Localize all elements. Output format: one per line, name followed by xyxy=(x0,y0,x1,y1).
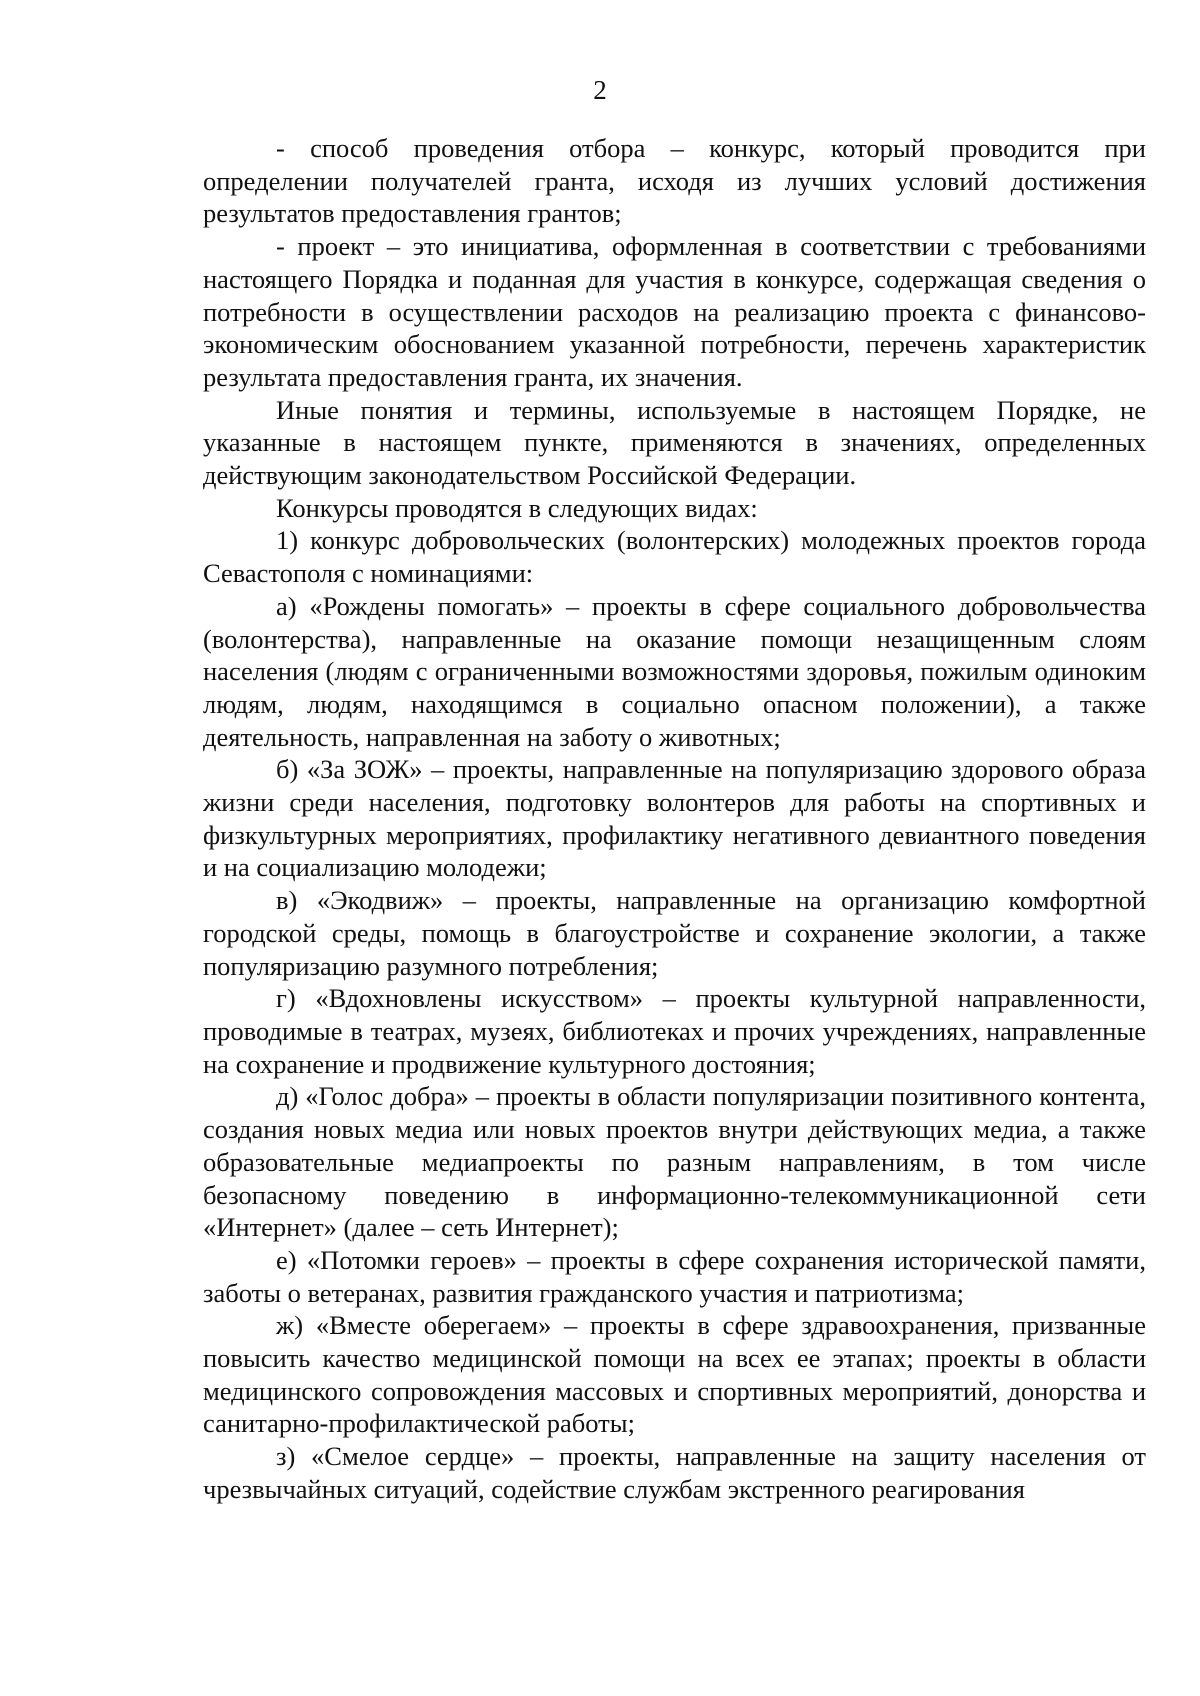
paragraph-volunteer-contest: 1) конкурс добровольческих (волонтерских) молодежных проектов города Севастополя с номинациями: xyxy=(203,525,1146,589)
paragraph-other-terms: Иные понятия и термины, используемые в настоящем Порядке, не указанные в настоящем пункте, применяются в значениях, определенных действующим законодательством Российской Федерации. xyxy=(203,394,1146,491)
paragraph-nomination-zh: ж) «Вместе оберегаем» – проекты в сфере здравоохранения, призванные повысить качество медицинской помощи на всех ее этапах; проекты в области медицинского сопровождения массовых и спортивных мероприятий, донорства и санитарно-профилактической работы; xyxy=(203,1310,1146,1439)
paragraph-nomination-e: е) «Потомки героев» – проекты в сфере сохранения исторической памяти, заботы о ветеранах, развития гражданского участия и патриотизма; xyxy=(203,1244,1146,1308)
paragraph-selection-method: - способ проведения отбора – конкурс, который проводится при определении получателей гранта, исходя из лучших условий достижения результатов предоставления грантов; xyxy=(203,133,1146,229)
paragraph-nomination-b: б) «За ЗОЖ» – проекты, направленные на популяризацию здорового образа жизни среди населения, подготовку волонтеров для работы на спортивных и физкультурных мероприятиях, профилактику негативного девиантного поведения и на социализацию молодежи; xyxy=(203,754,1146,883)
paragraph-project-definition: - проект – это инициатива, оформленная в соответствии с требованиями настоящего Порядка и поданная для участия в конкурсе, содержащая сведения о потребности в осуществлении расходов на реализацию проекта с финансово-экономическим обоснованием указанной потребности, перечень характеристик результата предоставления гранта, их значения. xyxy=(203,231,1146,392)
document-body xyxy=(203,132,1146,1506)
paragraph-nomination-g: г) «Вдохновлены искусством» – проекты культурной направленности, проводимые в театрах, музеях, библиотеках и прочих учреждениях, направленные на сохранение и продвижение культурного достояния; xyxy=(203,983,1146,1079)
paragraph-nomination-d: д) «Голос добра» – проекты в области популяризации позитивного контента, создания новых медиа или новых проектов внутри действующих медиа, а также образовательные медиапроекты по разным направлениям, в том числе безопасному поведению в информационно-телекоммуникационной сети «Интернет» (далее – сеть Интернет); xyxy=(203,1081,1146,1243)
paragraph-nomination-a: а) «Рождены помогать» – проекты в сфере социального добровольчества (волонтерства), направленные на оказание помощи незащищенным слоям населения (людям с ограниченными возможностями здоровья, пожилым одиноким людям, людям, находящимся в социально опасном положении), а также деятельность, направленная на заботу о животных; xyxy=(203,590,1146,752)
paragraph-nomination-z: з) «Смелое сердце» – проекты, направленные на защиту населения от чрезвычайных ситуаций, содействие службам экстренного реагирования xyxy=(203,1441,1146,1504)
paragraph-nomination-v: в) «Экодвиж» – проекты, направленные на организацию комфортной городской среды, помощь в благоустройстве и сохранение экологии, а также популяризацию разумного потребления; xyxy=(203,885,1146,981)
paragraph-contest-types-intro: Конкурсы проводятся в следующих видах: xyxy=(276,492,758,523)
page-number: 2 xyxy=(593,75,607,105)
